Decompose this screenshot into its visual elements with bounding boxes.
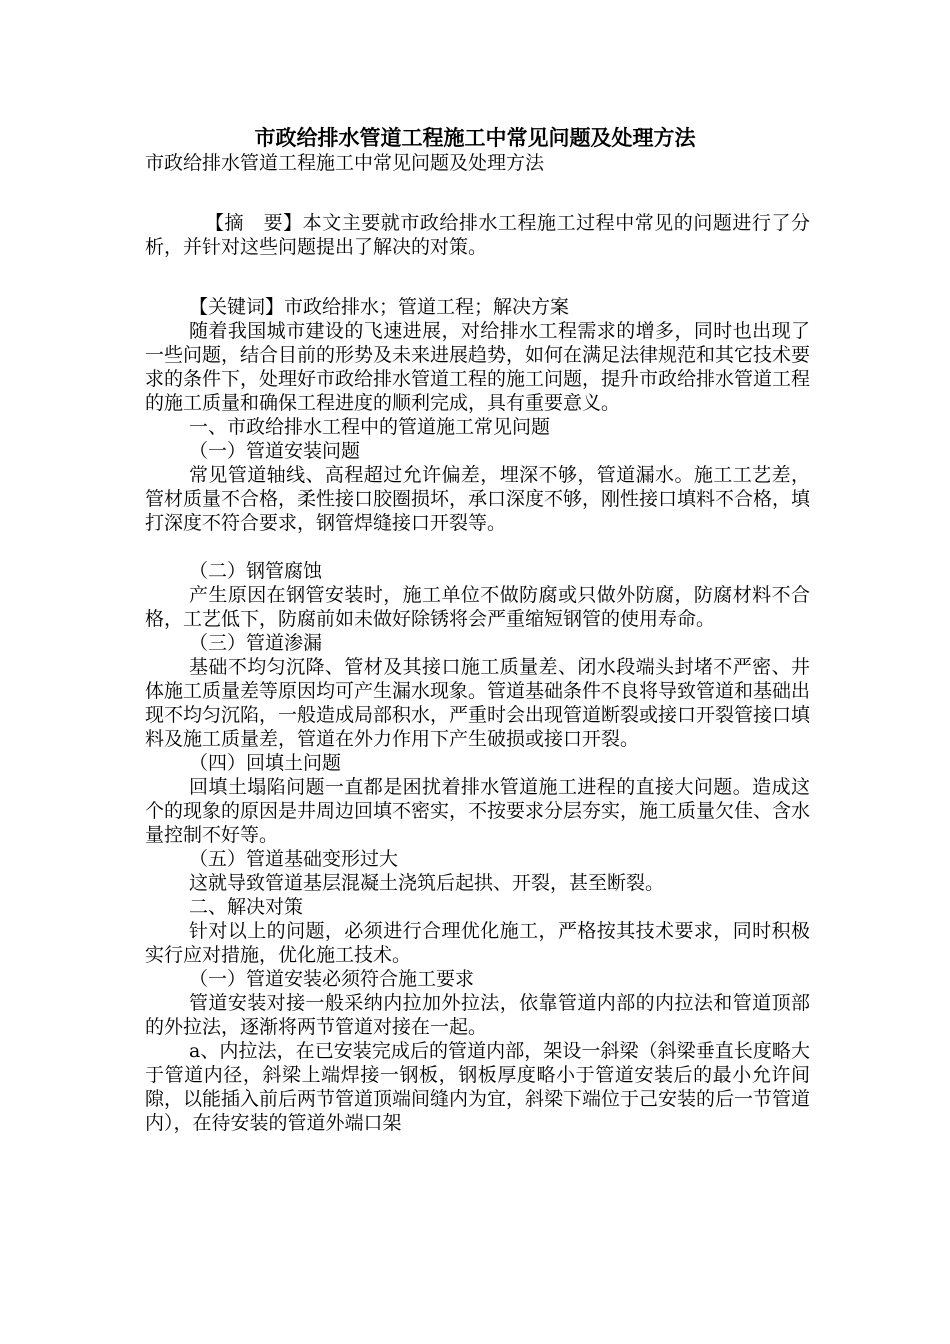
section-heading: 一、市政给排水工程中的管道施工常见问题	[189, 416, 551, 438]
abstract-paragraph: 【摘 要】本文主要就市政给排水工程施工过程中常见的问题进行了分析，并针对这些问题提出了解决的对策。	[145, 212, 810, 258]
body-paragraph: 这就导致管道基层混凝土浇筑后起拱、开裂，甚至断裂。	[189, 872, 665, 894]
document-title: 市政给排水管道工程施工中常见问题及处理方法	[254, 125, 696, 150]
body-paragraph: 产生原因在钢管安装时，施工单位不做防腐或只做外防腐，防腐材料不合格，工艺低下，防腐前如未做好除锈将会严重缩短钢管的使用寿命。	[145, 584, 810, 630]
body-paragraph: 针对以上的问题，必须进行合理优化施工，严格按其技术要求，同时积极实行应对措施，优化施工技术。	[145, 920, 810, 966]
keywords-paragraph: 【关键词】市政给排水；管道工程；解决方案	[189, 296, 570, 318]
body-paragraph: 常见管道轴线、高程超过允许偏差，埋深不够，管道漏水。施工工艺差，管材质量不合格，柔性接口胶圈损坏，承口深度不够，刚性接口填料不合格，填打深度不符合要求，钢管焊缝接口开裂等。	[145, 464, 811, 534]
intro-paragraph: 随着我国城市建设的飞速进展，对给排水工程需求的增多，同时也出现了一些问题，结合目前的形势及未来进展趋势，如何在满足法律规范和其它技术要求的条件下，处理好市政给排水管道工程的施工问题，提升市政给排水管道工程的施工质量和确保工程进度的顺利完成，具有重要意义。	[145, 320, 811, 414]
subsection-heading: （一）管道安装问题	[189, 440, 361, 462]
body-paragraph: a、内拉法，在已安装完成后的管道内部，架设一斜梁（斜梁垂直长度略大于管道内径，斜梁上端焊接一钢板，钢板厚度略小于管道安装后的最小允许间隙，以能插入前后两节管道顶端间缝内为宜，斜梁下端位于己安装的后一节管道内），在待安装的管道外端口架	[145, 1040, 811, 1134]
document-subtitle: 市政给排水管道工程施工中常见问题及处理方法	[145, 152, 545, 174]
subsection-heading: （五）管道基础变形过大	[189, 848, 399, 870]
document-body	[145, 151, 810, 1135]
body-paragraph: 基础不均匀沉降、管材及其接口施工质量差、闭水段端头封堵不严密、井体施工质量差等原因均可产生漏水现象。管道基础条件不良将导致管道和基础出现不均匀沉陷，一般造成局部积水，严重时会出现管道断裂或接口开裂管接口填料及施工质量差，管道在外力作用下产生破损或接口开裂。	[145, 656, 811, 750]
subsection-heading: （四）回填土问题	[189, 752, 342, 774]
subsection-heading: （三）管道渗漏	[189, 632, 323, 654]
section-heading: 二、解决对策	[189, 896, 304, 918]
body-paragraph: 回填土塌陷问题一直都是困扰着排水管道施工进程的直接大问题。造成这个的现象的原因是井周边回填不密实，不按要求分层夯实，施工质量欠佳、含水量控制不好等。	[145, 776, 811, 846]
body-paragraph: 管道安装对接一般采纳内拉加外拉法，依靠管道内部的内拉法和管道顶部的外拉法，逐渐将两节管道对接在一起。	[145, 992, 810, 1038]
subsection-heading: （二）钢管腐蚀	[189, 560, 323, 582]
subsection-heading: （一）管道安装必须符合施工要求	[189, 968, 475, 990]
